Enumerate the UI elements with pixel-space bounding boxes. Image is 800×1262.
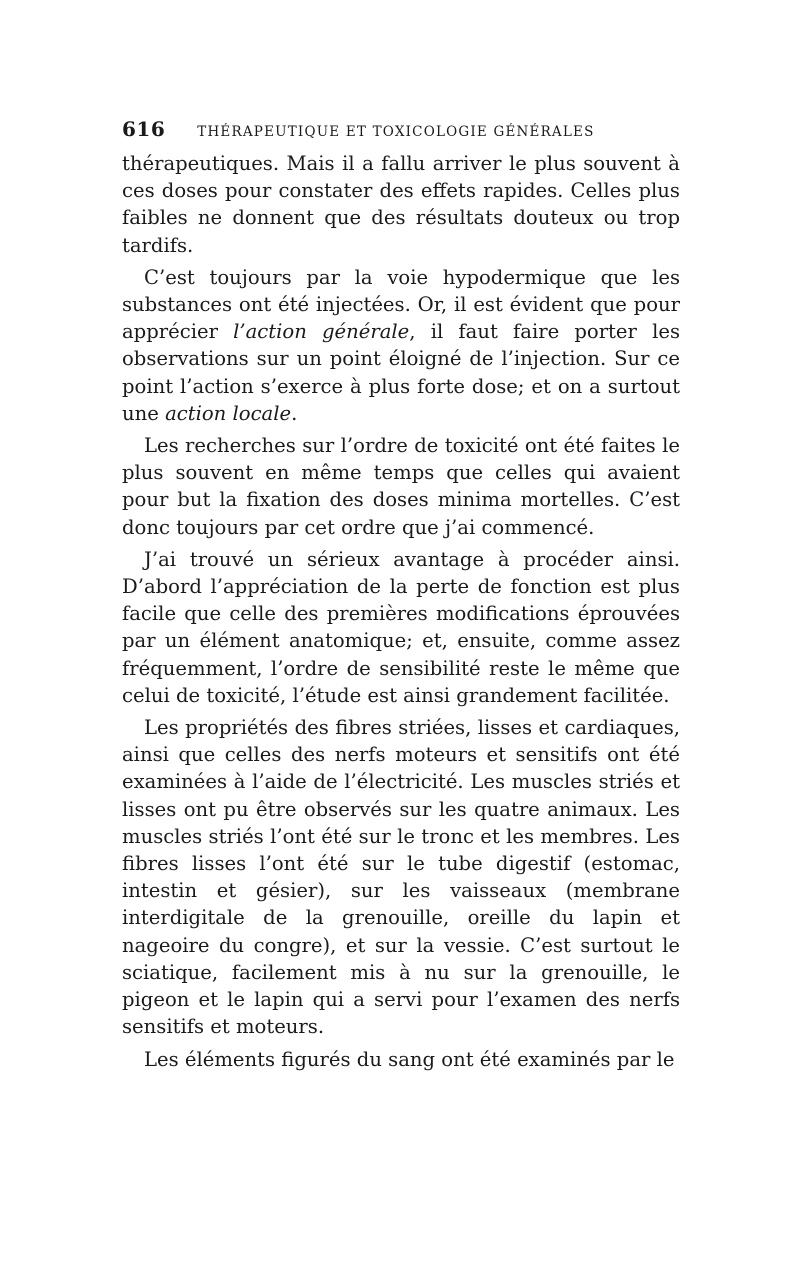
running-title: THÉRAPEUTIQUE ET TOXICOLOGIE GÉNÉRALES: [197, 124, 595, 140]
italic-phrase: action locale: [165, 401, 292, 425]
paragraph-text: J’ai trouvé un sérieux avantage à procéder ainsi. D’abord l’appréciation de la perte de fonction est plus facile que celle des premières modifications éprouvées par un élément anatomique; et, ensuite, comme assez fréquemment, l’ordre de sensibilité reste le même que celui de toxicité, l’étude est ainsi grandement facilitée.: [122, 547, 680, 707]
page-number: 616: [122, 117, 166, 141]
paragraph: [122, 546, 680, 709]
paragraph: [122, 714, 680, 1040]
paragraph: [122, 432, 680, 541]
paragraph: [122, 150, 680, 259]
paragraph-text: Les propriétés des fibres striées, lisses et cardiaques, ainsi que celles des nerfs moteurs et sensitifs ont été examinées à l’aide de l’électricité. Les muscles striés et lisses ont pu être observés sur les quatre animaux. Les muscles striés l’ont été sur le tronc et les membres. Les fibres lisses l’ont été sur le tube digestif (estomac, intestin et gésier), sur les vaisseaux (membrane interdigitale de la grenouille, oreille du lapin et nageoire du congre), et sur la vessie. C’est surtout le sciatique, facilement mis à nu sur la grenouille, le pigeon et le lapin qui a servi pour l’examen des nerfs sensitifs et moteurs.: [122, 716, 680, 1039]
paragraph: [122, 1046, 680, 1073]
paragraph-text: Les recherches sur l’ordre de toxicité ont été faites le plus souvent en même temps que celles qui avaient pour but la fixation des doses minima mortelles. C’est donc toujours par cet ordre que j’ai commencé.: [122, 434, 680, 539]
paragraph-text: C’est toujours par la voie hypodermique que les substances ont été injectées. Or, il est évident que pour apprécier: [122, 265, 680, 344]
paragraph: [122, 264, 680, 427]
body-text: [122, 150, 680, 1073]
page-header: [122, 117, 682, 141]
paragraph-text: thérapeutiques. Mais il a fallu arriver le plus souvent à ces doses pour constater des effets rapides. Celles plus faibles ne donnent que des résultats douteux ou trop tardifs.: [122, 152, 680, 257]
italic-phrase: l’action générale: [233, 320, 410, 344]
paragraph-text: .: [291, 401, 298, 425]
paragraph-text: Les éléments figurés du sang ont été examinés par le: [144, 1047, 675, 1071]
paragraph-text: , il faut faire porter les observations sur un point éloigné de l’injection. Sur ce point l’action s’exerce à plus forte dose; et on a surtout une: [122, 320, 680, 425]
